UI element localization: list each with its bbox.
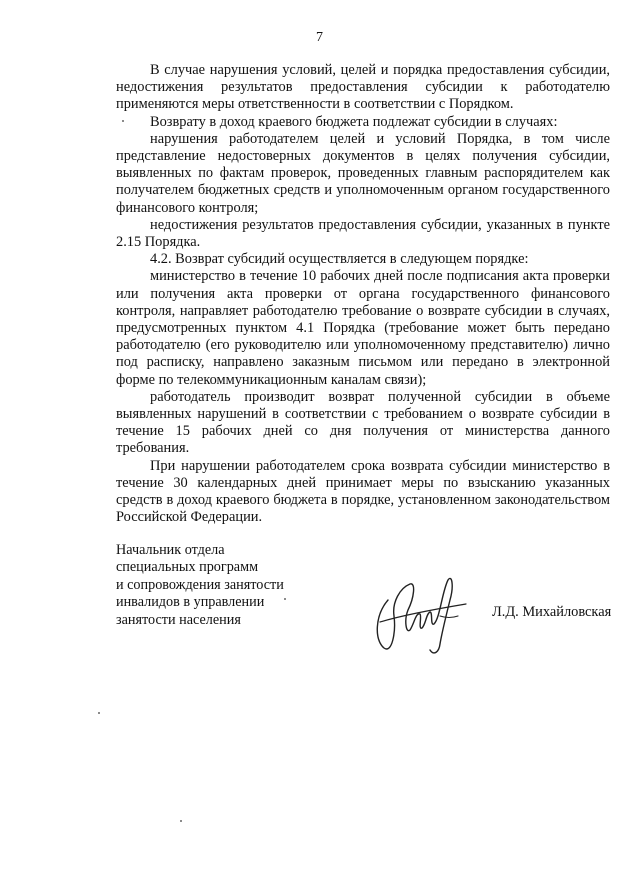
scan-speck xyxy=(98,712,100,714)
paragraph-ministry-demand: министерство в течение 10 рабочих дней после подписания акта проверки или получения акта проверки от органа государственного финансового контроля, направляет работодателю требование о возврате субсидии в случаях, предусмотренных пунктом 4.1 Порядка (требование может быть передано работодателю (его руководителю или уполномоченному представителю) лично под расписку, направлено заказным письмом или передано в электронной форме по телекоммуникационным каналам связи); xyxy=(116,268,610,388)
paragraph-recovery: При нарушении работодателем срока возврата субсидии министерство в течение 30 календарных дней принимает меры по взысканию указанных средств в доход краевого бюджета в порядке, установленном законодательством Российской Федерации. xyxy=(116,457,610,526)
paragraph-results-case: недостижения результатов предоставления субсидии, указанных в пункте 2.15 Порядка. xyxy=(116,216,610,251)
body-text xyxy=(116,62,610,526)
paragraph-refund-cases: Возврату в доход краевого бюджета подлежат субсидии в случаях: xyxy=(150,113,558,130)
signatory-position xyxy=(116,542,376,629)
position-line: и сопровождения занятости xyxy=(116,576,284,593)
signer-name: Л.Д. Михайловская xyxy=(492,604,612,620)
paragraph-violation-case: нарушения работодателем целей и условий Порядка, в том числе представление недостоверных документов в целях получения субсидии, выявленных по фактам проверок, проведенных главным распорядителем как получателем бюджетных средств и уполномоченным органом государственного финансового контроля; xyxy=(116,130,610,216)
paragraph-refund-procedure: 4.2. Возврат субсидий осуществляется в следующем порядке: xyxy=(150,251,529,268)
scan-speck xyxy=(122,120,124,122)
position-line: Начальник отдела xyxy=(116,542,225,558)
page-number: 7 xyxy=(316,30,323,45)
paragraph-employer-refund: работодатель производит возврат полученной субсидии в объеме выявленных нарушений в соответствии с требованием о возврате субсидии в течение 15 рабочих дней со дня получения от министерства данного требования. xyxy=(116,388,610,457)
position-line: занятости населения xyxy=(116,611,241,628)
paragraph-responsibility: В случае нарушения условий, целей и порядка предоставления субсидии, недостижения результатов предоставления субсидии к работодателю применяются меры ответственности в соответствии с Порядком. xyxy=(116,62,610,113)
scan-speck xyxy=(284,598,286,600)
position-line: инвалидов в управлении xyxy=(116,594,265,611)
scan-speck xyxy=(180,820,182,822)
position-line: специальных программ xyxy=(116,559,259,576)
handwritten-signature xyxy=(370,570,470,660)
